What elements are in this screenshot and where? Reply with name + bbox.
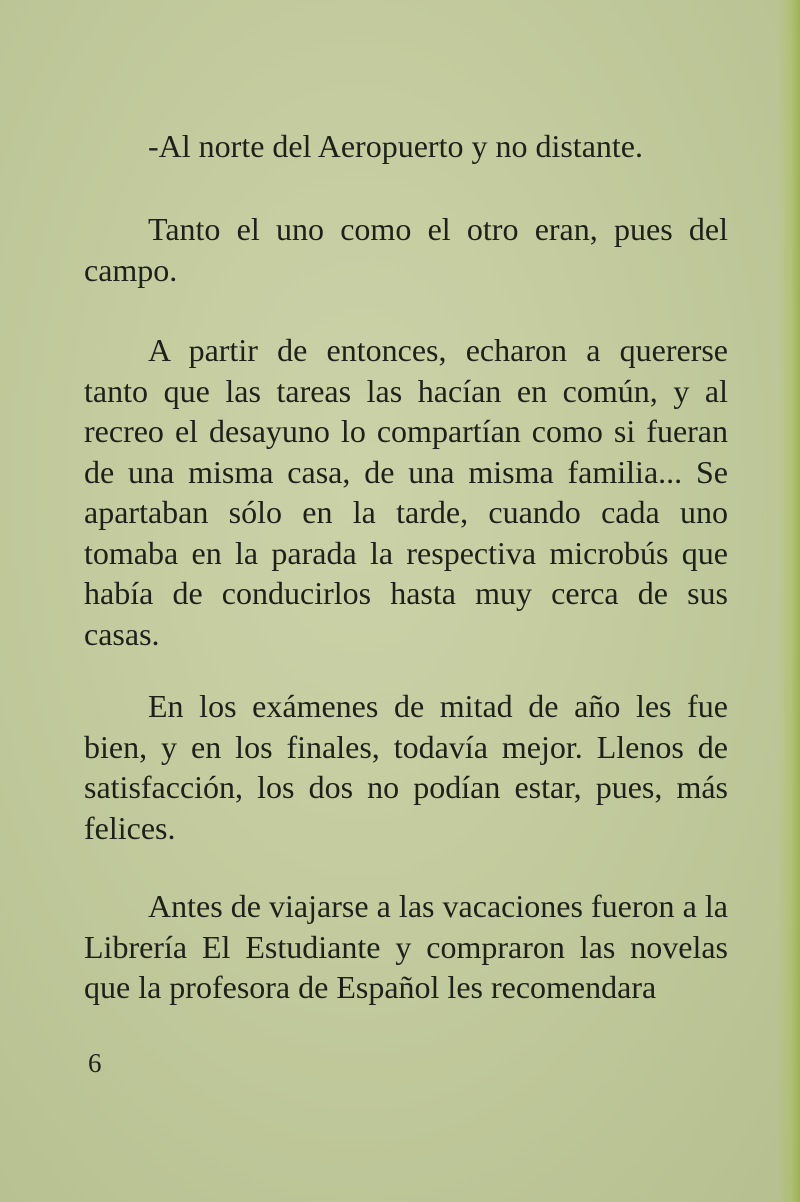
page-number: 6 [88, 1048, 102, 1078]
paragraph-5: Antes de viajarse a las vacaciones fueron a la Librería El Estudiante y compraron las novelas que la profesora de Español les recomendara [84, 888, 728, 1005]
paragraph-3: A partir de entonces, echaron a quererse tanto que las tareas las hacían en común, y al recreo el desayuno lo compartían como si fueran de una misma casa, de una misma familia... Se apartaban sólo en la tarde, cuando cada uno tomaba en la parada la respectiva microbús que había de conducirlos hasta muy cerca de sus casas. [84, 332, 728, 652]
page-edge-stain [778, 0, 800, 1202]
paragraph-4: En los exámenes de mitad de año les fue bien, y en los finales, todavía mejor. Llenos de satisfacción, los dos no podían estar, pues, más felices. [84, 688, 728, 846]
paragraph-2: Tanto el uno como el otro eran, pues del campo. [84, 211, 728, 288]
paragraph-1: -Al norte del Aeropuerto y no distante. [148, 128, 643, 164]
